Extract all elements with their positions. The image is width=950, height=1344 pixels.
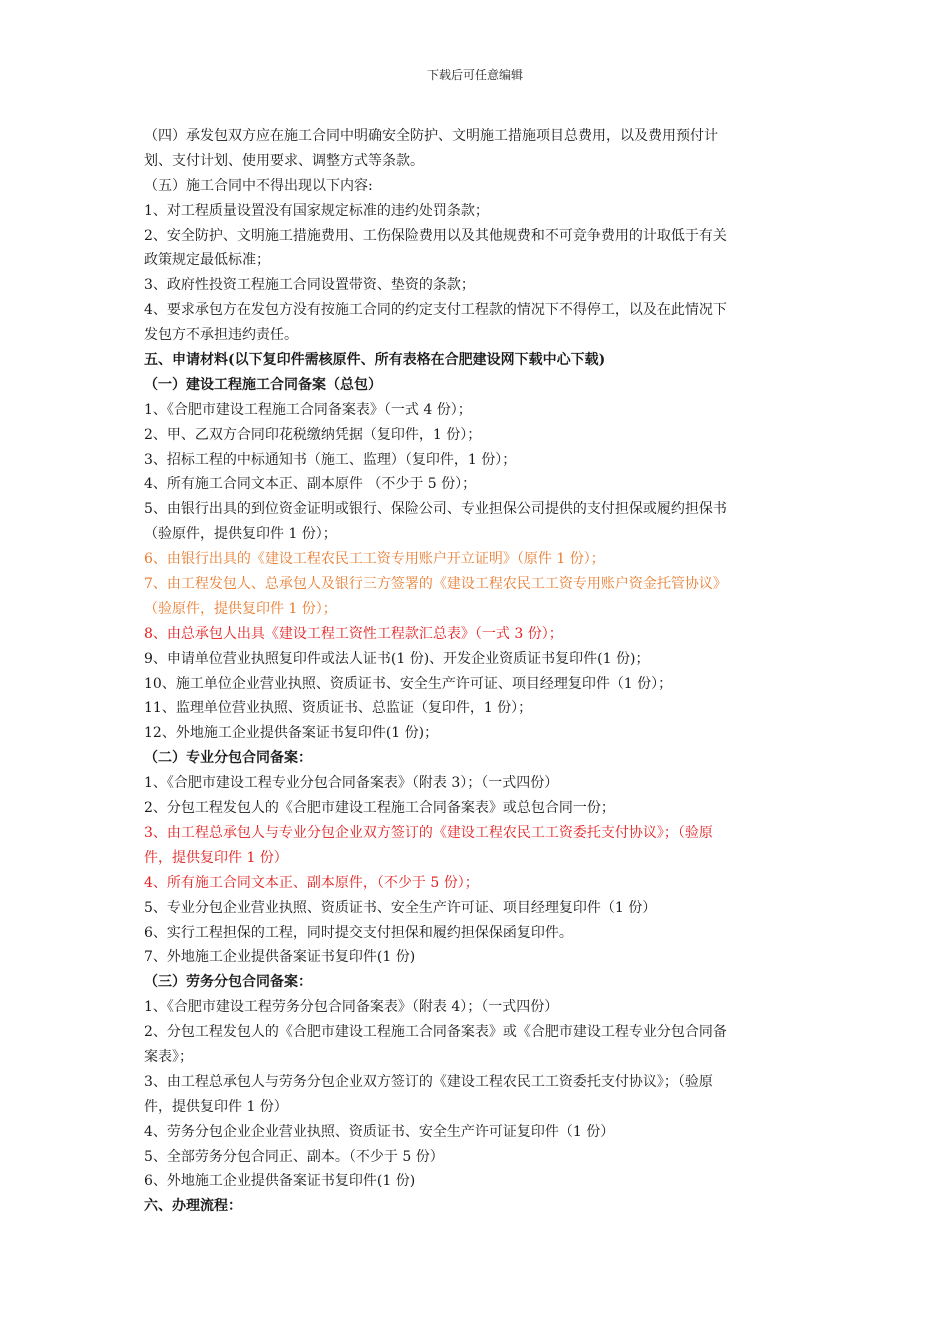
text-line: 2、甲、乙双方合同印花税缴纳凭据（复印件，1 份）； — [144, 426, 482, 443]
text-line: （验原件，提供复印件 1 份）； — [144, 600, 337, 617]
text-line: 1、《合肥市建设工程施工合同备案表》（一式 4 份）； — [144, 401, 472, 418]
text-line: 7、由工程发包人、总承包人及银行三方签署的《建设工程农民工工资专用账户资金托管协议》 — [144, 576, 727, 593]
text-line: 件，提供复印件 1 份） — [144, 849, 288, 866]
text-line: 7、外地施工企业提供备案证书复印件(1 份) — [144, 949, 416, 966]
text-line: 2、分包工程发包人的《合肥市建设工程施工合同备案表》或《合肥市建设工程专业分包合同备 — [144, 1024, 727, 1041]
text-line: 1、《合肥市建设工程劳务分包合同备案表》（附表 4）；（一式四份） — [144, 999, 559, 1016]
text-line: 6、外地施工企业提供备案证书复印件(1 份) — [144, 1173, 416, 1190]
text-line: （四）承发包双方应在施工合同中明确安全防护、文明施工措施项目总费用，以及费用预付计 — [144, 128, 718, 144]
text-line: 10、施工单位企业营业执照、资质证书、安全生产许可证、项目经理复印件（1 份）； — [144, 675, 673, 692]
text-line: 1、《合肥市建设工程专业分包合同备案表》（附表 3）；（一式四份） — [144, 775, 559, 792]
text-line: 3、政府性投资工程施工合同设置带资、垫资的条款； — [144, 277, 475, 294]
text-line: 发包方不承担违约责任。 — [144, 327, 298, 344]
text-line: 案表》； — [144, 1048, 193, 1065]
text-line: 2、安全防护、文明施工措施费用、工伤保险费用以及其他规费和不可竞争费用的计取低于有关 — [144, 227, 727, 244]
text-line: 3、由工程总承包人与专业分包企业双方签订的《建设工程农民工工资委托支付协议》；（验原 — [144, 824, 713, 841]
section-heading: （一）建设工程施工合同备案（总包） — [144, 376, 382, 393]
document-body — [144, 124, 810, 1219]
text-line: 8、由总承包人出具《建设工程工资性工程款汇总表》（一式 3 份）； — [144, 625, 563, 642]
text-line: 1、对工程质量设置没有国家规定标准的违约处罚条款； — [144, 202, 489, 219]
text-line: 4、要求承包方在发包方没有按施工合同的约定支付工程款的情况下不得停工，以及在此情况下 — [144, 302, 727, 319]
section-heading: 六、办理流程： — [144, 1198, 242, 1215]
page-header: 下载后可任意编辑 — [426, 68, 523, 82]
text-line: 件，提供复印件 1 份） — [144, 1098, 288, 1115]
text-line: （验原件，提供复印件 1 份）； — [144, 526, 337, 543]
text-line: 政策规定最低标准； — [144, 252, 270, 269]
text-line: 3、招标工程的中标通知书（施工、监理）（复印件，1 份）； — [144, 451, 517, 468]
text-line: 9、申请单位营业执照复印件或法人证书(1 份)、开发企业资质证书复印件(1 份)； — [144, 650, 650, 667]
text-line: 12、外地施工企业提供备案证书复印件(1 份)； — [144, 725, 439, 742]
text-line: 5、由银行出具的到位资金证明或银行、保险公司、专业担保公司提供的支付担保或履约担保书 — [144, 501, 727, 518]
text-line: （五）施工合同中不得出现以下内容: — [144, 177, 373, 194]
text-line: 2、分包工程发包人的《合肥市建设工程施工合同备案表》或总包合同一份； — [144, 800, 615, 817]
text-line: 4、劳务分包企业企业营业执照、资质证书、安全生产许可证复印件（1 份） — [144, 1123, 615, 1140]
text-line: 6、实行工程担保的工程，同时提交支付担保和履约担保保函复印件。 — [144, 924, 573, 941]
text-line: 3、由工程总承包人与劳务分包企业双方签订的《建设工程农民工工资委托支付协议》；（验原 — [144, 1073, 713, 1090]
text-line: 5、全部劳务分包合同正、副本。（不少于 5 份） — [144, 1148, 444, 1165]
text-line: 11、监理单位营业执照、资质证书、总监证（复印件，1 份）； — [144, 700, 533, 717]
text-line: 划、支付计划、使用要求、调整方式等条款。 — [144, 152, 424, 169]
section-heading: （二）专业分包合同备案： — [144, 750, 312, 767]
text-line: 6、由银行出具的《建设工程农民工工资专用账户开立证明》（原件 1 份）； — [144, 551, 605, 568]
text-line: 5、专业分包企业营业执照、资质证书、安全生产许可证、项目经理复印件（1 份） — [144, 899, 657, 916]
section-heading: 五、申请材料(以下复印件需核原件、所有表格在合肥建设网下载中心下载) — [144, 352, 606, 369]
text-line: 4、所有施工合同文本正、副本原件 （不少于 5 份）； — [144, 476, 477, 493]
text-line: 4、所有施工合同文本正、副本原件，（不少于 5 份）； — [144, 874, 479, 891]
section-heading: （三）劳务分包合同备案： — [144, 974, 312, 991]
